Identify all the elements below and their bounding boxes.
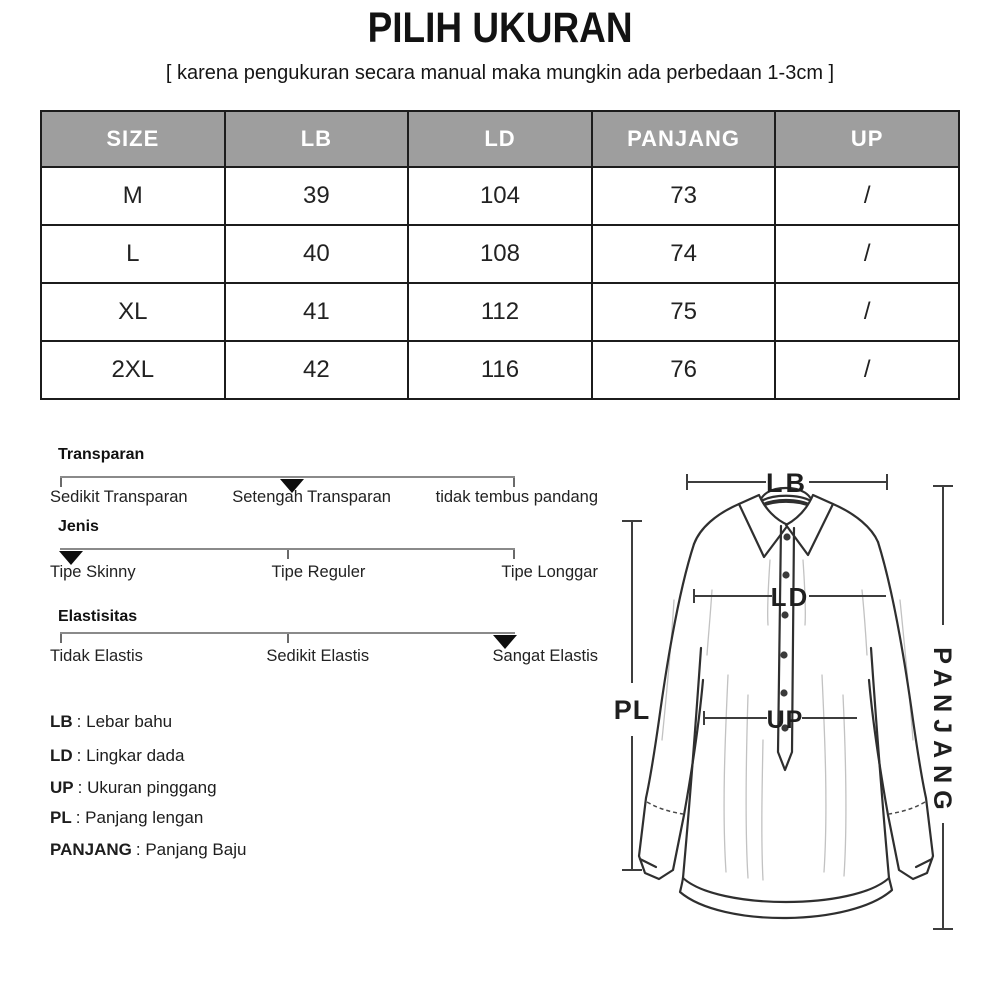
page-title [0,4,1000,53]
tick-middle [287,550,289,559]
legend-abbr: UP [50,778,74,797]
slider-track-elastisitas [60,632,515,634]
attr-title-elastisitas: Elastisitas [58,608,138,625]
legend-item-up [50,778,217,798]
legend-desc: : Panjang lengan [75,808,204,827]
label-left: Tipe Skinny [50,563,136,581]
cell-up: / [775,225,959,283]
legend-item-panjang [50,840,246,860]
legend-abbr: PL [50,808,72,827]
size-table-body [41,167,959,399]
measurement-label-ld: LD [770,582,810,612]
label-middle: Setengah Transparan [232,488,391,506]
col-header-up: UP [775,111,959,167]
cell-size: 2XL [41,341,225,399]
label-middle: Tipe Reguler [271,563,366,581]
legend-abbr: PANJANG [50,840,132,859]
cell-ld: 116 [408,341,592,399]
measurement-label-pl: PL [613,695,651,725]
legend-item-lb [50,712,172,732]
attr-title-transparan: Transparan [58,446,145,463]
legend-abbr: LB [50,712,73,731]
legend-desc: : Lingkar dada [76,746,185,765]
slider-labels-transparan [50,488,598,507]
cell-panjang: 76 [592,341,776,399]
shirt-measurement-diagram [600,440,1000,980]
measurement-ld [694,582,886,612]
legend-abbr: LD [50,746,73,765]
table-row [41,341,959,399]
page-subtitle: [ karena pengukuran secara manual maka mungkin ada perbedaan 1-3cm ] [165,62,835,84]
legend-item-pl [50,808,203,828]
col-header-panjang: PANJANG [592,111,776,167]
label-left: Tidak Elastis [50,647,143,665]
legend-desc: : Panjang Baju [135,840,247,859]
table-row [41,167,959,225]
slider-labels-jenis [50,563,598,582]
cell-lb: 39 [225,167,409,225]
cell-ld: 112 [408,283,592,341]
tick-start [60,634,62,643]
label-middle: Sedikit Elastis [266,647,370,665]
measurement-panjang [928,486,956,929]
col-header-lb: LB [225,111,409,167]
measurement-label-up: UP [766,706,804,734]
size-table [40,110,960,400]
cell-size: XL [41,283,225,341]
cell-lb: 41 [225,283,409,341]
page-title-text: PILIH UKURAN [367,4,633,52]
legend-desc: : Ukuran pinggang [77,778,217,797]
cell-up: / [775,341,959,399]
buttons [780,533,790,731]
label-right: Tipe Longgar [501,563,598,581]
size-table-header [41,111,959,167]
cell-panjang: 74 [592,225,776,283]
label-right: Sangat Elastis [492,647,598,665]
label-left: Sedikit Transparan [50,488,188,506]
measurement-label-lb: LB [766,468,808,498]
cell-lb: 40 [225,225,409,283]
cell-up: / [775,283,959,341]
cell-up: / [775,167,959,225]
cell-size: M [41,167,225,225]
cell-lb: 42 [225,341,409,399]
label-right: tidak tembus pandang [435,488,598,506]
cell-panjang: 75 [592,283,776,341]
slider-track-jenis [60,548,515,550]
legend-desc: : Lebar bahu [76,712,173,731]
tick-end [513,478,515,487]
slider-labels-elastisitas [50,647,598,666]
measurement-label-panjang: PANJANG [928,647,956,817]
measurement-pl [614,521,651,870]
attr-title-jenis: Jenis [58,518,99,535]
tick-start [60,478,62,487]
legend-item-ld [50,746,184,766]
tick-end [513,550,515,559]
slider-track-transparan [60,476,515,478]
table-row [41,283,959,341]
cell-panjang: 73 [592,167,776,225]
cell-ld: 108 [408,225,592,283]
table-row [41,225,959,283]
col-header-size: SIZE [41,111,225,167]
col-header-ld: LD [408,111,592,167]
cell-size: L [41,225,225,283]
shirt-outline [639,488,933,918]
measurement-lb [687,468,887,498]
cell-ld: 104 [408,167,592,225]
table-header-row [41,111,959,167]
tick-middle [287,634,289,643]
